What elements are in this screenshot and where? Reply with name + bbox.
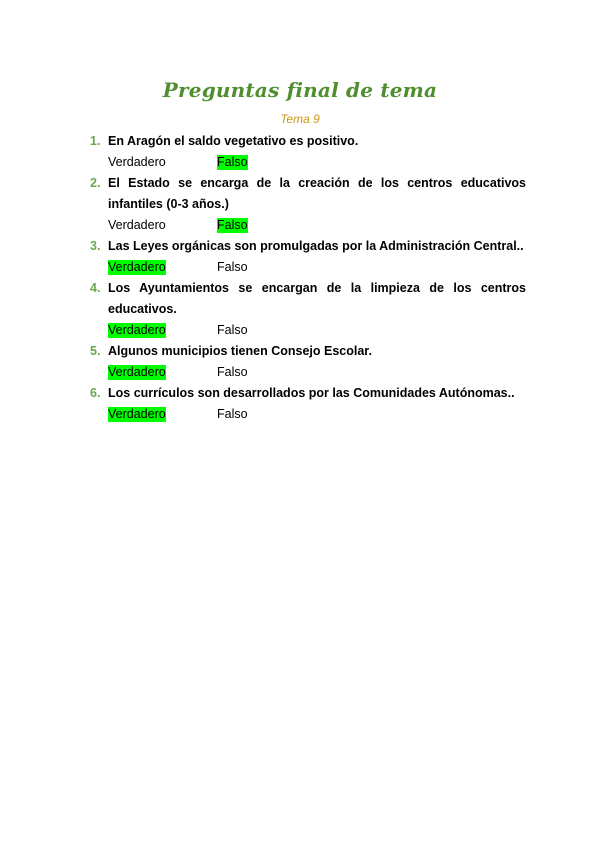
question-1 — [90, 131, 526, 173]
question-number: 5. — [90, 344, 101, 358]
option-falso: Falso — [217, 365, 248, 379]
question-6 — [90, 383, 526, 425]
question-4 — [90, 278, 526, 341]
answer-options — [108, 320, 526, 341]
question-list — [90, 131, 526, 425]
option-verdadero: Verdadero — [108, 155, 166, 169]
answer-options — [108, 362, 526, 383]
question-text: Los Ayuntamientos se encargan de la limpieza de los centros educativos. — [108, 281, 526, 316]
option-falso: Falso — [217, 155, 248, 169]
option-falso: Falso — [217, 407, 248, 421]
question-number: 4. — [90, 281, 101, 295]
option-falso: Falso — [217, 260, 248, 274]
question-text: En Aragón el saldo vegetativo es positivo. — [108, 134, 359, 148]
option-verdadero: Verdadero — [108, 218, 166, 232]
question-2 — [90, 173, 526, 236]
question-text: Los currículos son desarrollados por las Comunidades Autónomas.. — [108, 386, 515, 400]
option-verdadero: Verdadero — [108, 407, 166, 421]
option-falso: Falso — [217, 218, 248, 232]
answer-options — [108, 257, 526, 278]
question-number: 3. — [90, 239, 101, 253]
question-text: El Estado se encarga de la creación de los centros educativos infantiles (0-3 años.) — [108, 176, 526, 211]
page-title: Preguntas final de tema — [162, 78, 438, 102]
question-3 — [90, 236, 526, 278]
answer-options — [108, 404, 526, 425]
question-text: Las Leyes orgánicas son promulgadas por la Administración Central.. — [108, 239, 524, 253]
page-subtitle: Tema 9 — [280, 112, 320, 126]
option-verdadero: Verdadero — [108, 365, 166, 379]
option-verdadero: Verdadero — [108, 323, 166, 337]
question-5 — [90, 341, 526, 383]
question-number: 6. — [90, 386, 101, 400]
option-falso: Falso — [217, 323, 248, 337]
answer-options — [108, 152, 526, 173]
question-text: Algunos municipios tienen Consejo Escolar. — [108, 344, 372, 358]
question-number: 2. — [90, 176, 101, 190]
question-number: 1. — [90, 134, 101, 148]
option-verdadero: Verdadero — [108, 260, 166, 274]
answer-options — [108, 215, 526, 236]
